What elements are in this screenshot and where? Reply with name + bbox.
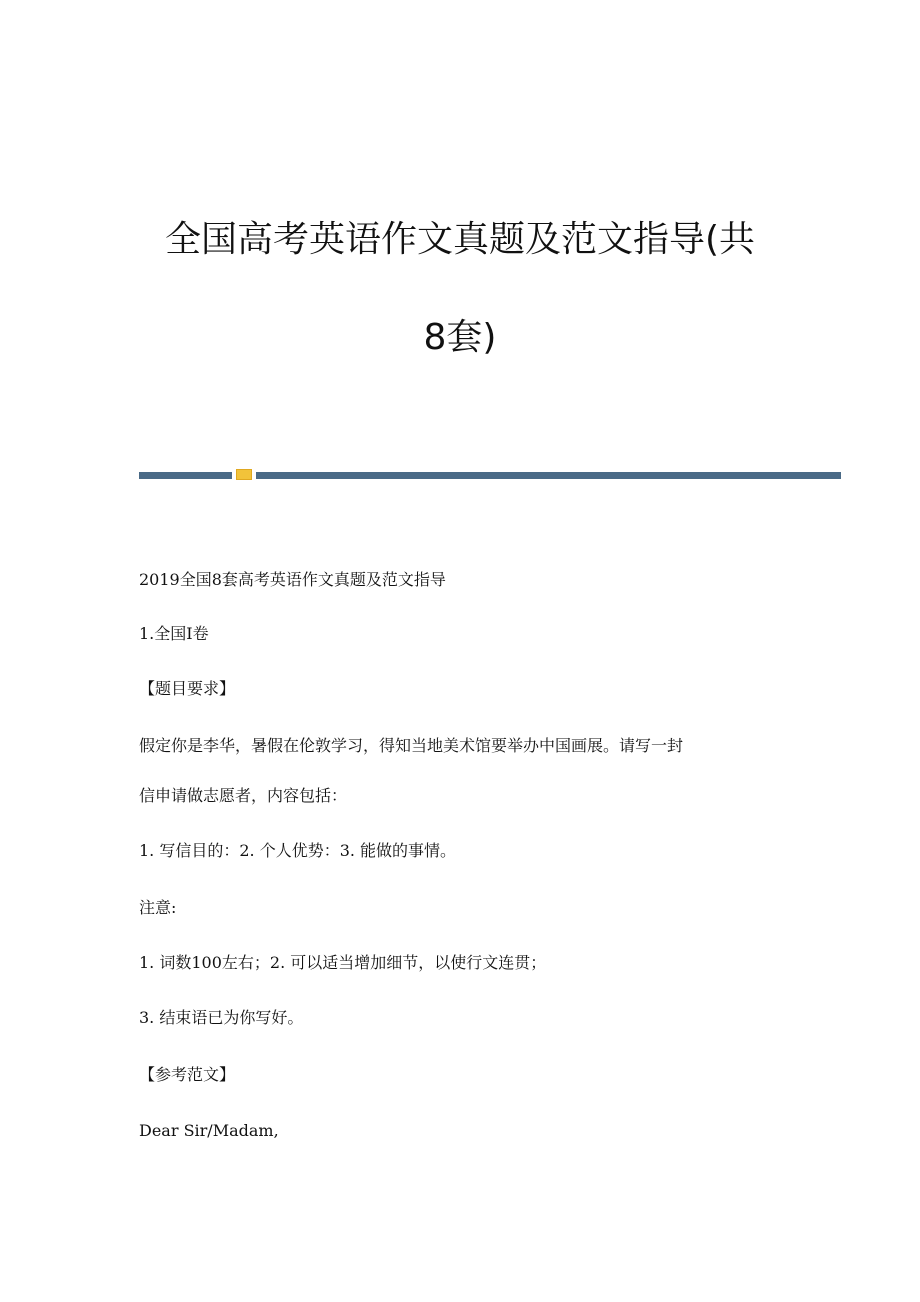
paper-heading: 1.全国Ⅰ卷 bbox=[139, 624, 209, 643]
essay-salutation: Dear Sir/Madam, bbox=[139, 1121, 279, 1140]
paragraph-line: 1. 词数100左右；2. 可以适当增加细节，以使行文连贯； bbox=[139, 953, 547, 972]
section-heading: 2019全国8套高考英语作文真题及范文指导 bbox=[139, 570, 446, 589]
document-title-line-2: 8套) bbox=[423, 317, 497, 358]
divider-left bbox=[139, 472, 232, 479]
paragraph-line: 信申请做志愿者，内容包括： bbox=[139, 786, 348, 805]
requirements-label: 【题目要求】 bbox=[139, 679, 236, 698]
paragraph-line: 假定你是李华，暑假在伦敦学习，得知当地美术馆要举办中国画展。请写一封 bbox=[139, 736, 684, 755]
paragraph-line: 3. 结束语已为你写好。 bbox=[139, 1008, 304, 1027]
note-label: 注意: bbox=[139, 898, 177, 917]
paragraph-line: 1. 写信目的：2. 个人优势：3. 能做的事情。 bbox=[139, 841, 457, 860]
divider-right bbox=[256, 472, 841, 479]
document-title-line-1: 全国高考英语作文真题及范文指导(共 bbox=[164, 219, 756, 260]
envelope-icon bbox=[236, 469, 252, 480]
sample-essay-label: 【参考范文】 bbox=[139, 1065, 236, 1084]
